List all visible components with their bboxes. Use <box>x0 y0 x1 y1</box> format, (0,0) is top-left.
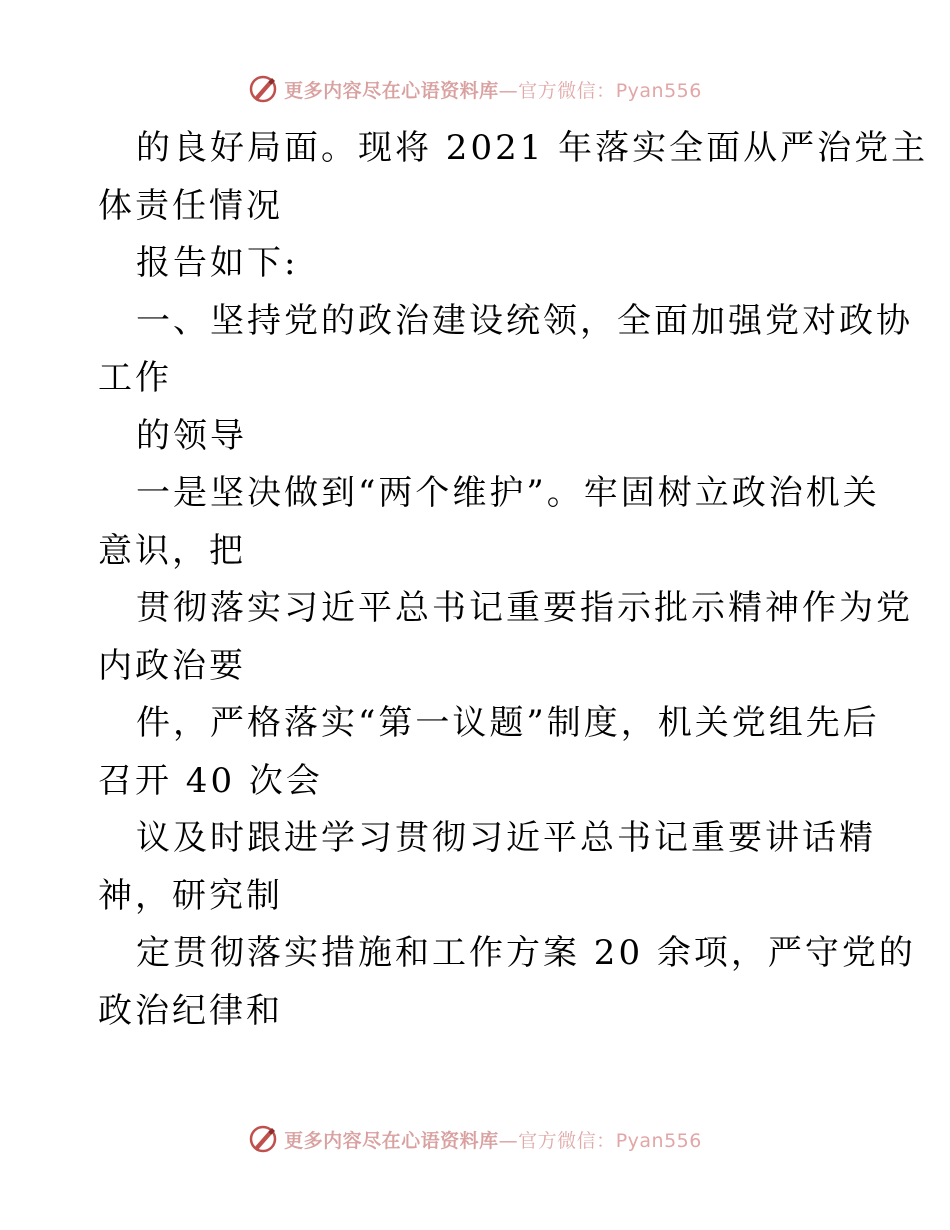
body-line: 政治纪律和 <box>98 990 283 1031</box>
footer-watermark <box>0 1122 950 1156</box>
watermark-text <box>284 76 702 103</box>
body-line: 定贯彻落实措施和工作方案 20 余项，严守党的 <box>136 933 916 973</box>
body-line: 内政治要 <box>98 645 246 686</box>
body-line: 的领导 <box>136 415 247 456</box>
body-line: 意识，把 <box>98 530 246 571</box>
body-line: 议及时跟进学习贯彻习近平总书记重要讲话精 <box>136 818 876 858</box>
body-line: 报告如下: <box>136 243 299 283</box>
body-line: 召开 40 次会 <box>98 760 323 801</box>
body-line: 贯彻落实习近平总书记重要指示批示精神作为党 <box>136 588 913 628</box>
header-watermark <box>0 72 950 106</box>
watermark-text <box>284 1126 702 1153</box>
watermark-label: 官方微信： <box>518 79 616 102</box>
watermark-id: Pyan556 <box>615 79 702 102</box>
pen-logo-icon <box>248 1124 278 1154</box>
pen-logo-icon <box>248 74 278 104</box>
watermark-id: Pyan556 <box>615 1129 702 1152</box>
watermark-dash: — <box>498 79 519 102</box>
watermark-main: 更多内容尽在心语资料库 <box>284 79 499 102</box>
watermark-dash: — <box>498 1129 519 1152</box>
body-line: 一、坚持党的政治建设统领，全面加强党对政协 <box>136 300 913 341</box>
body-line: 神，研究制 <box>98 875 283 916</box>
watermark-label: 官方微信： <box>518 1129 616 1152</box>
body-line: 工作 <box>98 358 172 398</box>
document-body <box>98 120 929 1040</box>
body-line: 体责任情况 <box>98 185 283 226</box>
body-line: 的良好局面。现将 2021 年落实全面从严治党主 <box>136 128 929 168</box>
body-line: 一是坚决做到“两个维护”。牢固树立政治机关 <box>136 473 880 513</box>
body-line: 件，严格落实“第一议题”制度，机关党组先后 <box>136 703 880 743</box>
watermark-main: 更多内容尽在心语资料库 <box>284 1129 499 1152</box>
